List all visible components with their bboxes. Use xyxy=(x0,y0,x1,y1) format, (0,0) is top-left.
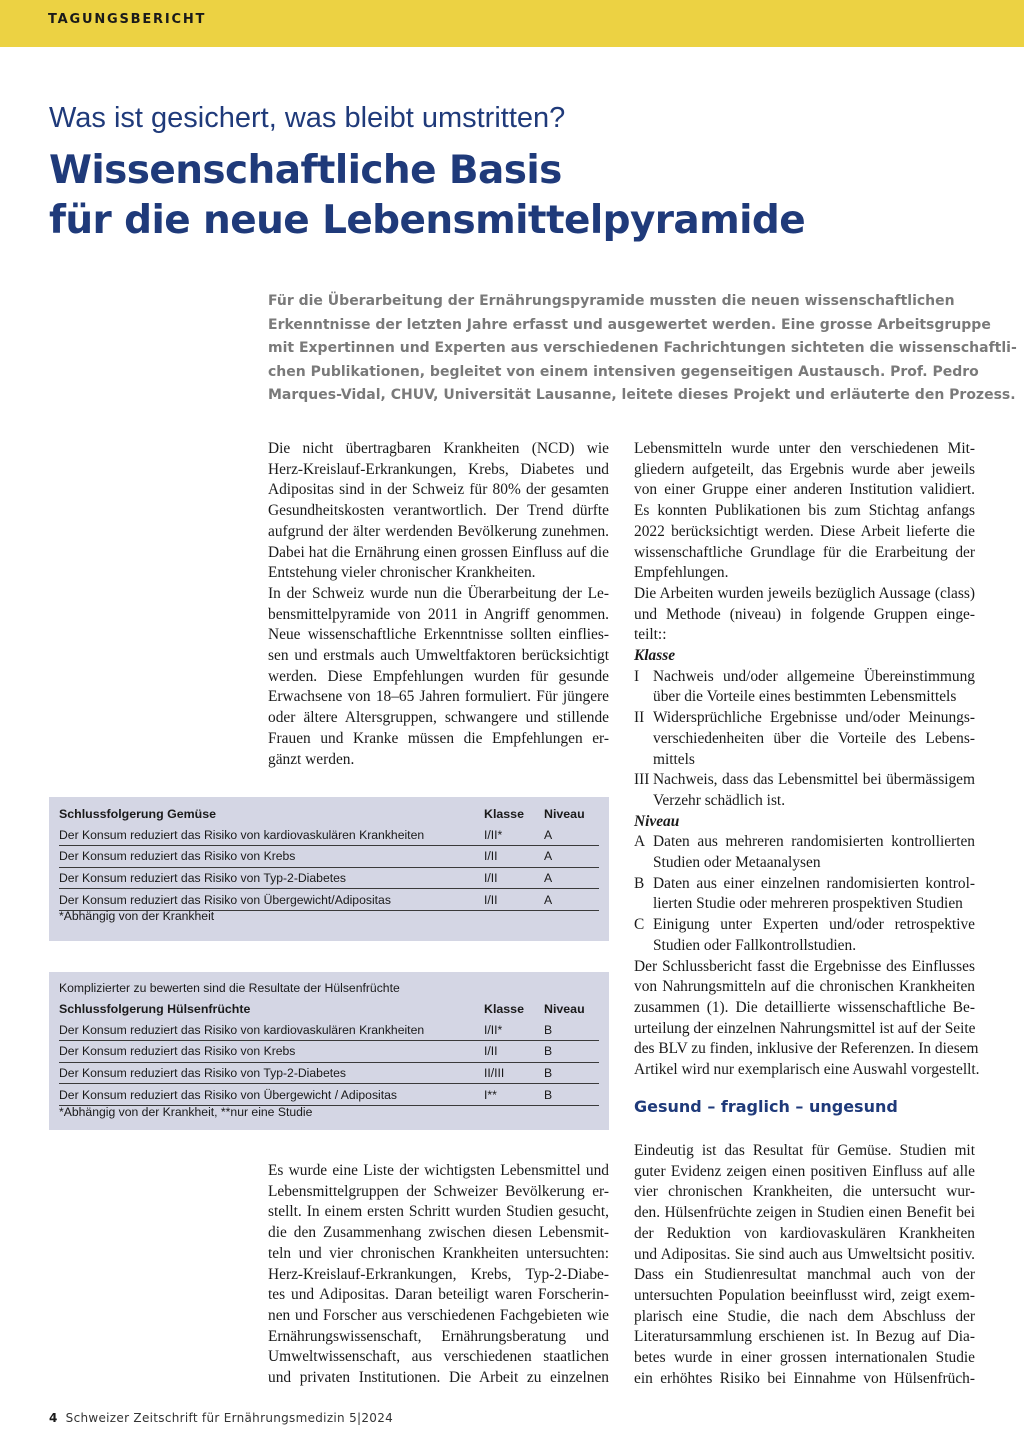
body-line: gänzt werden. xyxy=(268,750,355,768)
klasse-item xyxy=(634,770,975,811)
table-cell-niveau: B xyxy=(544,1062,599,1084)
klasse-marker: I xyxy=(634,667,640,685)
body-line: Gesundheitskosten verantwortlich. Der Trend dürfte xyxy=(268,502,609,520)
body-line: der Reduktion von kardiovaskulären Krankheiten xyxy=(634,1224,975,1242)
body-line: werden. Diese Empfehlungen wurden für gesunde xyxy=(268,667,609,685)
item-line: Widersprüchliche Ergebnisse und/oder Meinungs- xyxy=(653,709,975,727)
body-line: Lebensmitteln wurde unter den verschiedenen Mit- xyxy=(634,440,975,457)
title-line: für die neue Lebensmittelpyramide xyxy=(49,198,806,243)
niveau-item xyxy=(634,915,975,956)
table-cell-niveau: B xyxy=(544,1041,599,1063)
table-cell-conclusion: Der Konsum reduziert das Risiko von Übergewicht/Adipositas xyxy=(59,889,484,911)
body-line: teln und vier chronischen Krankheiten untersuchten: xyxy=(268,1244,609,1262)
conclusion-table-huelsenfruechte xyxy=(59,999,599,1106)
table-cell-klasse: I/II* xyxy=(484,1020,544,1041)
klasse-marker: II xyxy=(634,709,645,727)
table-row xyxy=(59,889,599,911)
column-header-klasse: Klasse xyxy=(484,1002,524,1017)
body-column-2-top xyxy=(634,439,980,1081)
body-line: betes wurde in einer grossen internationalen Studie xyxy=(634,1349,975,1367)
niveau-item xyxy=(634,874,975,915)
item-line: mittels xyxy=(653,750,695,768)
niveau-item xyxy=(634,832,975,873)
body-line: Lebensmittelgruppen der Schweizer Bevölkerung er- xyxy=(268,1182,609,1200)
body-line: von einer Gruppe einer anderen Institution validiert. xyxy=(634,481,975,499)
table-cell-niveau: A xyxy=(544,825,599,846)
body-line: Dabei hat die Ernährung einen grossen Einfluss auf die xyxy=(268,543,609,561)
section-header-bar xyxy=(0,0,1024,47)
body-line: Neue wissenschaftliche Erkenntnisse sollten einflies- xyxy=(268,626,609,644)
conclusion-table-gemuese xyxy=(59,804,599,911)
table-row xyxy=(59,825,599,846)
table-cell-conclusion: Der Konsum reduziert das Risiko von Krebs xyxy=(59,1041,484,1063)
body-line: Herz-Kreislauf-Erkrankungen, Krebs, Diabetes und xyxy=(268,460,609,478)
table-box-gemuese xyxy=(49,797,609,941)
klasse-text xyxy=(653,708,975,770)
item-line: Daten aus mehreren randomisierten kontrollierten xyxy=(653,833,975,851)
item-line: Studien oder Fallkontrollstudien. xyxy=(653,936,857,954)
table-cell-conclusion: Der Konsum reduziert das Risiko von Krebs xyxy=(59,846,484,868)
table-cell-klasse: I/II xyxy=(484,846,544,868)
item-line: Verzehr schädlich ist. xyxy=(653,791,786,809)
title-line: Wissenschaftliche Basis xyxy=(49,148,562,193)
table-row xyxy=(59,867,599,889)
niveau-marker: A xyxy=(634,833,646,851)
body-line: Dass ein Studienresultat manchmal auch von der xyxy=(634,1266,975,1284)
table-row xyxy=(59,1084,599,1106)
column-header-klasse: Klasse xyxy=(484,807,524,822)
table-header-row xyxy=(59,804,599,825)
body-column-2-bottom xyxy=(634,1141,975,1389)
table-cell-niveau: A xyxy=(544,889,599,911)
item-line: Nachweis, dass das Lebensmittel bei übermässigem xyxy=(653,771,975,789)
body-line: den. Hülsenfrüchte zeigen in Studien einen Benefit bei xyxy=(634,1204,975,1222)
niveau-marker: C xyxy=(634,916,645,934)
body-line: Es wurde eine Liste der wichtigsten Lebensmittel und xyxy=(268,1162,609,1179)
table-cell-klasse: I/II xyxy=(484,1041,544,1063)
body-line: Erwachsene von 18–65 Jahren formuliert. Für jüngere xyxy=(268,688,609,706)
item-line: verschiedenheiten über die Vorteile des Lebens- xyxy=(653,729,975,747)
body-line: tes und Adipositas. Daran beteiligt waren Forscherin- xyxy=(268,1286,609,1304)
body-line: Literatursammlung erschienen ist. In Bezug auf Dia- xyxy=(634,1328,975,1346)
body-line: Eindeutig ist das Resultat für Gemüse. Studien mit xyxy=(634,1142,975,1159)
klasse-text xyxy=(653,667,975,708)
table-cell-niveau: A xyxy=(544,867,599,889)
table-footnote: *Abhängig von der Krankheit xyxy=(59,909,215,923)
table-row xyxy=(59,1041,599,1063)
table-cell-conclusion: Der Konsum reduziert das Risiko von kardiovaskulären Krankheiten xyxy=(59,1020,484,1041)
body-line: des BLV zu finden, inklusive der Referenzen. In diesem xyxy=(634,1040,979,1058)
article-lead xyxy=(268,290,1017,408)
body-line: stellt. In einem ersten Schritt wurden Studien gesucht, xyxy=(268,1203,609,1221)
body-line: zusammen (1). Die detaillierte wissenschaftliche Be- xyxy=(634,998,975,1016)
item-line: Nachweis und/oder allgemeine Übereinstimmung xyxy=(653,667,975,685)
table-header-row xyxy=(59,999,599,1020)
table-cell-klasse: I** xyxy=(484,1084,544,1106)
body-line: von Nahrungsmitteln auf die chronischen Krankheiten xyxy=(634,978,975,996)
lead-line: chen Publikationen, begleitet von einem intensiven gegenseitigen Austausch. Prof. Pedro xyxy=(268,363,979,380)
body-line: Die Arbeiten wurden jeweils bezüglich Aussage (class) xyxy=(634,584,975,602)
item-line: lierten Studie oder mehreren prospektiven Studien xyxy=(653,895,963,913)
column-header-conclusion: Schlussfolgerung Hülsenfrüchte xyxy=(59,1002,251,1017)
column-header-niveau: Niveau xyxy=(544,1002,585,1017)
body-column-1-top xyxy=(268,439,609,770)
table-cell-conclusion: Der Konsum reduziert das Risiko von kardiovaskulären Krankheiten xyxy=(59,825,484,846)
body-line: Entstehung vieler chronischer Krankheiten. xyxy=(268,564,536,582)
niveau-text xyxy=(653,874,975,915)
body-line: guter Evidenz zeigen einen positiven Einfluss auf alle xyxy=(634,1162,975,1180)
niveau-text xyxy=(653,832,975,873)
item-line: über die Vorteile eines bestimmten Lebensmittels xyxy=(653,688,957,706)
body-line: Empfehlungen. xyxy=(634,564,729,582)
table-cell-niveau: A xyxy=(544,846,599,868)
lead-line: Erkenntnisse der letzten Jahre erfasst und ausgewertet werden. Eine grosse Arbeitsgruppe xyxy=(268,316,991,333)
body-line: urteilung der einzelnen Nahrungsmittel ist auf der Seite xyxy=(634,1019,976,1037)
body-line: die den Zusammenhang zwischen diesen Lebensmit- xyxy=(268,1224,609,1242)
table-cell-conclusion: Der Konsum reduziert das Risiko von Typ-2-Diabetes xyxy=(59,867,484,889)
niveau-marker: B xyxy=(634,874,645,892)
body-line: Artikel wird nur exemplarisch eine Auswahl vorgestellt. xyxy=(634,1061,980,1079)
table-cell-niveau: B xyxy=(544,1084,599,1106)
body-line: und Methode (niveau) in folgende Gruppen einge- xyxy=(634,605,975,623)
klasse-item xyxy=(634,708,975,770)
lead-line: Marques-Vidal, CHUV, Universität Lausanne, leitete dieses Projekt und erläuterte den Prozess. xyxy=(268,387,1016,404)
table-row xyxy=(59,846,599,868)
article-title xyxy=(49,146,805,246)
table-footnote: *Abhängig von der Krankheit, **nur eine Studie xyxy=(59,1105,313,1119)
body-line: In der Schweiz wurde nun die Überarbeitung der Le- xyxy=(268,584,609,602)
article-kicker: Was ist gesichert, was bleibt umstritten? xyxy=(49,102,566,134)
body-line: wissenschaftliche Grundlage für die Erarbeitung der xyxy=(634,543,975,561)
body-line: aufgrund der älter werdenden Bevölkerung zunehmen. xyxy=(268,522,609,540)
column-header-niveau: Niveau xyxy=(544,807,585,822)
lead-line: mit Expertinnen und Experten aus verschiedenen Fachrichtungen sichteten die wissenschaftli- xyxy=(268,340,1017,357)
body-line: ein erhöhtes Risiko bei Einnahme von Hülsenfrüch- xyxy=(634,1369,975,1387)
body-line: gliedern aufgeteilt, das Ergebnis wurde aber jeweils xyxy=(634,460,975,478)
table-box-huelsenfruechte xyxy=(49,972,609,1130)
journal-citation: Schweizer Zeitschrift für Ernährungsmedizin 5|2024 xyxy=(65,1411,394,1425)
table-row xyxy=(59,1062,599,1084)
body-line: teilt:: xyxy=(634,626,667,644)
body-line: Der Schlussbericht fasst die Ergebnisse des Einflusses xyxy=(634,957,975,975)
body-line: Herz-Kreislauf-Erkrankungen, Krebs, Typ-2-Diabe- xyxy=(268,1265,609,1283)
body-line: Ernährungswissenschaft, Ernährungsberatung und xyxy=(268,1327,609,1345)
item-line: Einigung unter Experten und/oder retrospektive xyxy=(653,916,975,934)
niveau-text xyxy=(653,915,975,956)
item-line: Daten aus einer einzelnen randomisierten kontrol- xyxy=(653,874,975,892)
body-line: Umweltwissenschaft, aus verschiedenen staatlichen xyxy=(268,1348,609,1366)
body-line: 2022 berücksichtigt werden. Diese Arbeit lieferte die xyxy=(634,522,975,540)
table-cell-klasse: I/II* xyxy=(484,825,544,846)
klasse-item xyxy=(634,667,975,708)
body-line: und privaten Institutionen. Die Arbeit zu einzelnen xyxy=(268,1369,609,1387)
body-line: sen und erstmals auch Umweltfaktoren berücksichtigt xyxy=(268,647,609,665)
body-line: und Adipositas. Sie sind auch aus Umweltsicht positiv. xyxy=(634,1245,975,1263)
page-number: 4 xyxy=(49,1411,58,1425)
body-line: Die nicht übertragbaren Krankheiten (NCD) wie xyxy=(268,440,609,457)
body-line: Adipositas sind in der Schweiz für 80% der gesamten xyxy=(268,481,609,499)
body-line: vier chronischen Krankheiten, die untersucht wur- xyxy=(634,1183,975,1201)
table-intro: Komplizierter zu bewerten sind die Resultate der Hülsenfrüchte xyxy=(59,981,400,995)
niveau-label: Niveau xyxy=(634,812,680,830)
column-header-conclusion: Schlussfolgerung Gemüse xyxy=(59,807,216,822)
body-line: untersuchten Population beeinflusst wird, zeigt exem- xyxy=(634,1286,975,1304)
body-line: Es konnten Publikationen bis zum Stichtag anfangs xyxy=(634,502,975,520)
table-cell-niveau: B xyxy=(544,1020,599,1041)
table-cell-conclusion: Der Konsum reduziert das Risiko von Übergewicht / Adipositas xyxy=(59,1084,484,1106)
klasse-text xyxy=(653,770,975,811)
table-cell-klasse: II/III xyxy=(484,1062,544,1084)
body-line: bensmittelpyramide von 2011 in Angriff genommen. xyxy=(268,605,609,623)
klasse-marker: III xyxy=(634,771,650,789)
body-line: nen und Forscher aus verschiedenen Fachgebieten wie xyxy=(268,1306,609,1324)
section-label: TAGUNGSBERICHT xyxy=(48,12,207,27)
table-cell-conclusion: Der Konsum reduziert das Risiko von Typ-2-Diabetes xyxy=(59,1062,484,1084)
table-row xyxy=(59,1020,599,1041)
item-line: Studien oder Metaanalysen xyxy=(653,854,821,872)
page-footer xyxy=(49,1411,393,1425)
table-cell-klasse: I/II xyxy=(484,867,544,889)
klasse-label: Klasse xyxy=(634,647,676,665)
section-subheading: Gesund – fraglich – ungesund xyxy=(634,1097,898,1116)
body-line: Frauen und Kranke müssen die Empfehlungen er- xyxy=(268,729,609,747)
body-line: plarisch eine Studie, die nach dem Abschluss der xyxy=(634,1307,975,1325)
body-line: oder ältere Altersgruppen, schwangere und stillende xyxy=(268,709,609,727)
lead-line: Für die Überarbeitung der Ernährungspyramide mussten die neuen wissenschaftlichen xyxy=(268,293,955,309)
table-cell-klasse: I/II xyxy=(484,889,544,911)
body-column-1-bottom xyxy=(268,1161,609,1389)
